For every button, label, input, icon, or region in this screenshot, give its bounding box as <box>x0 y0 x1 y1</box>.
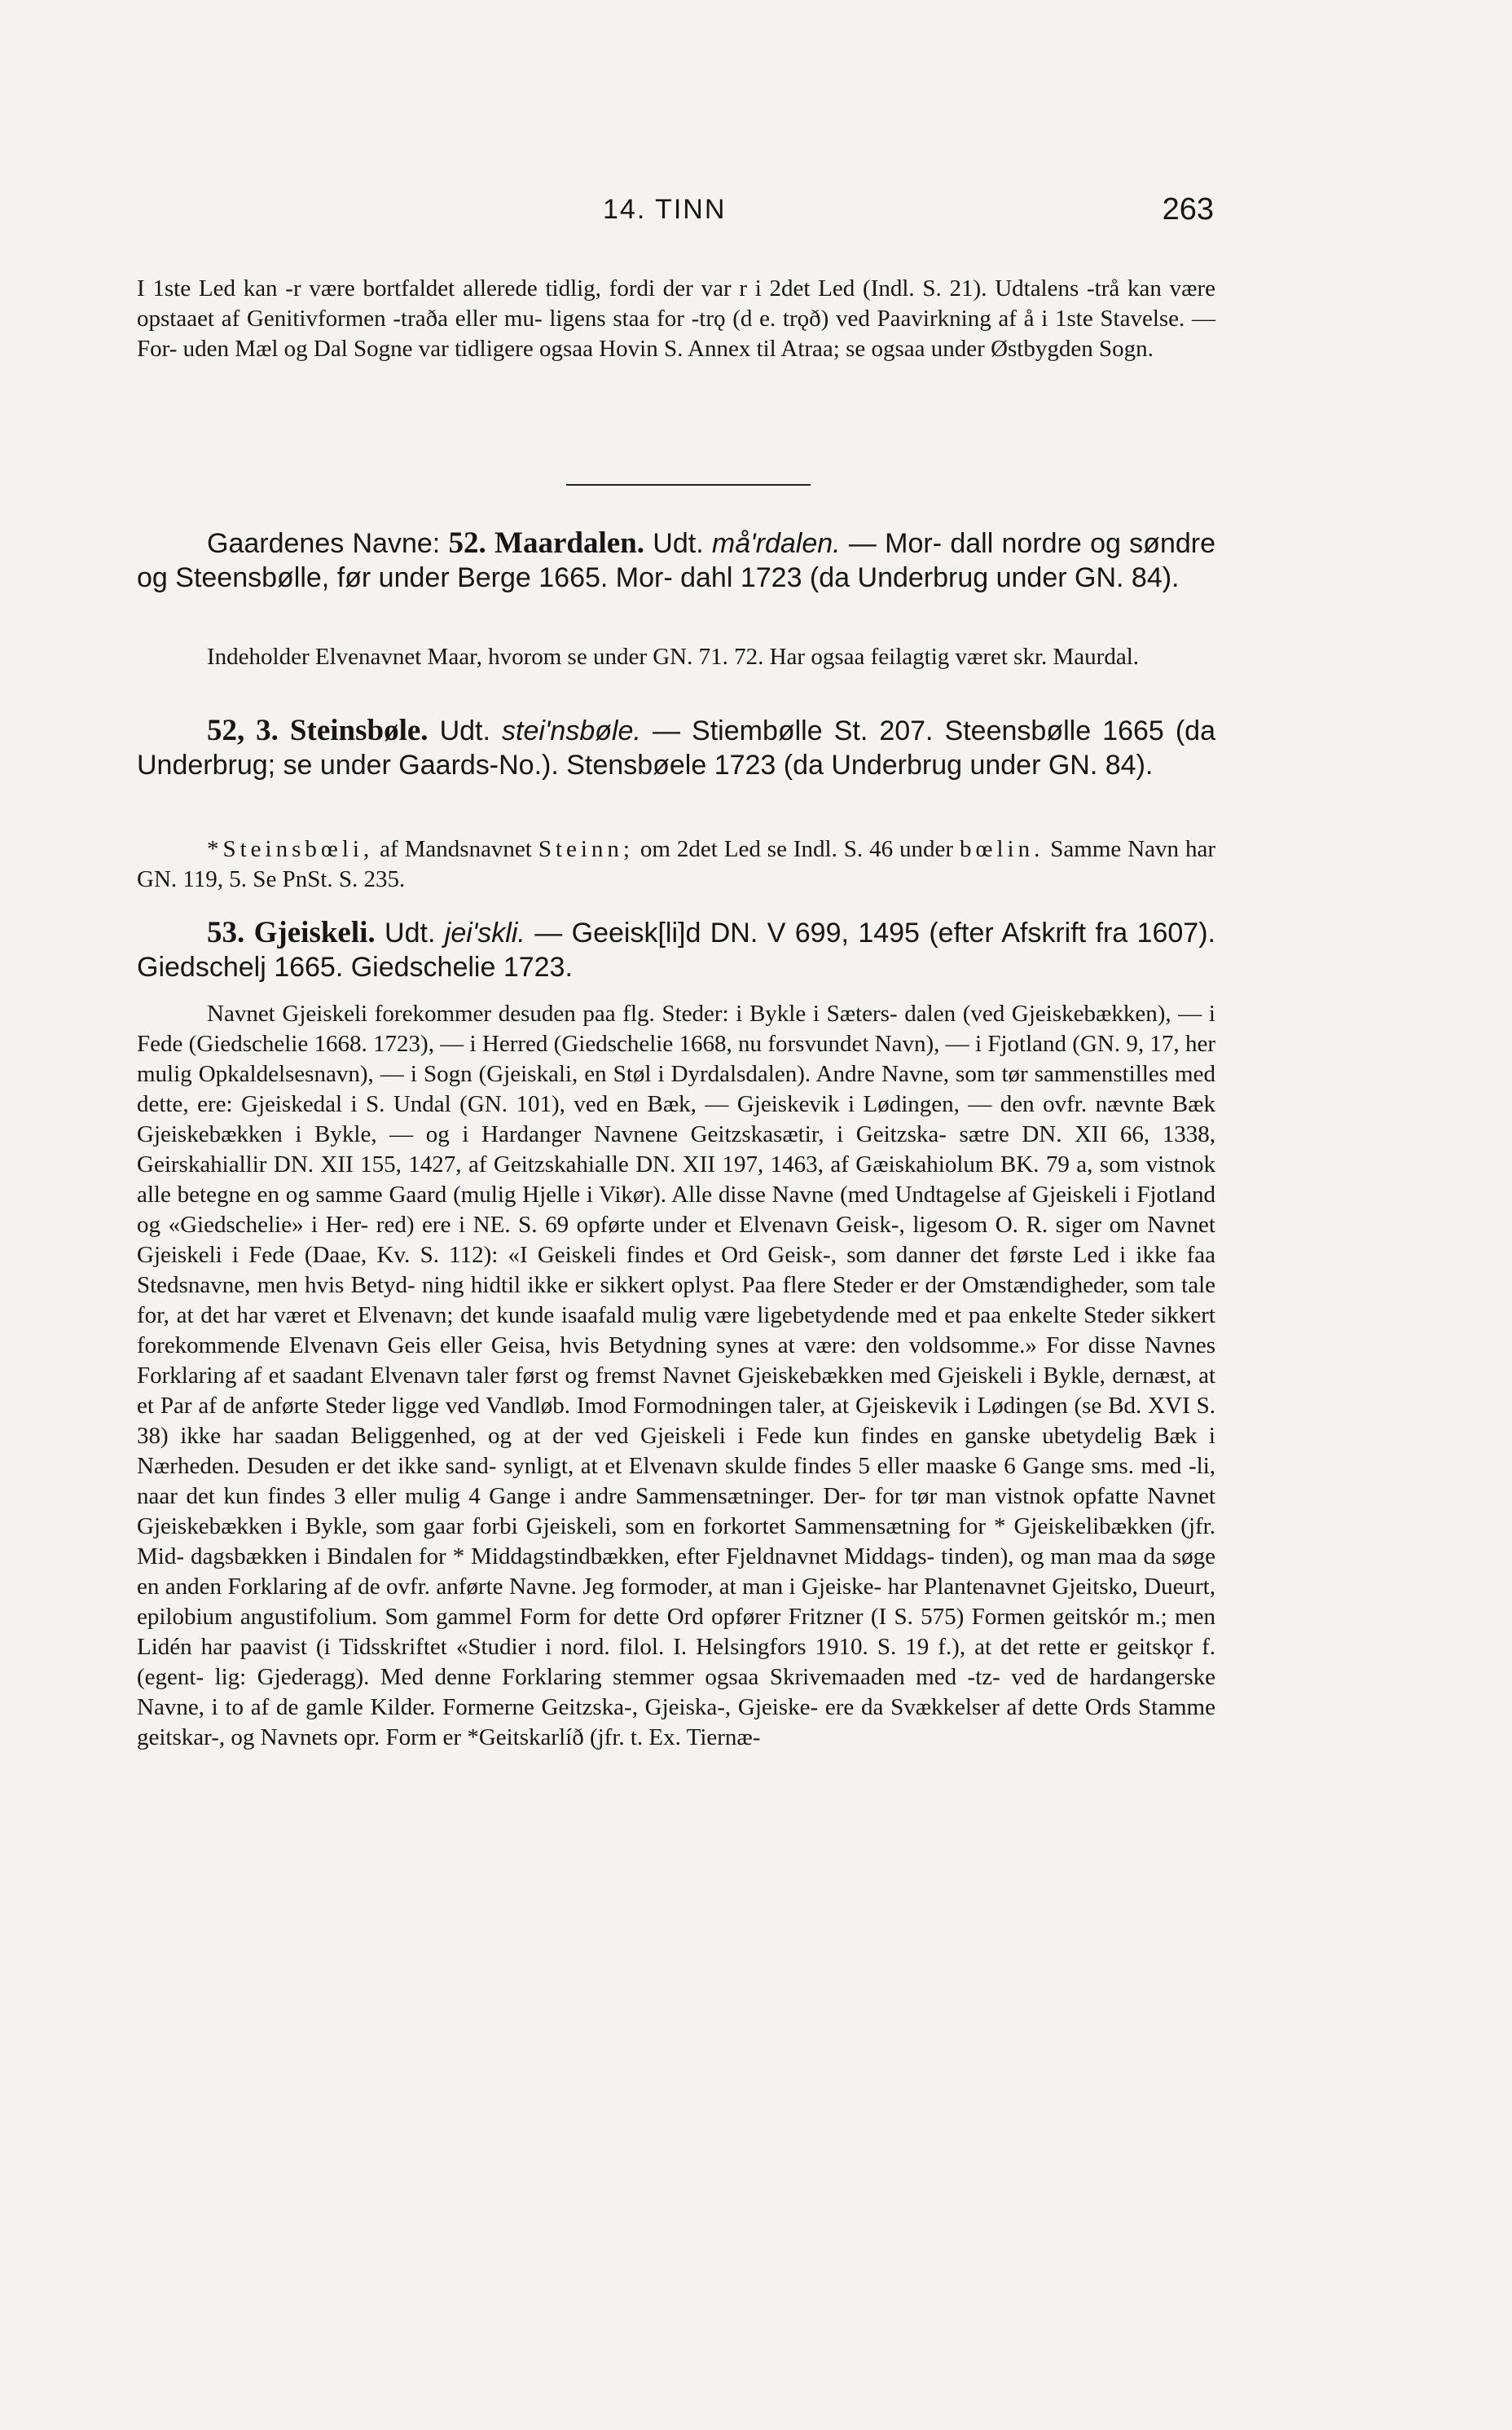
farm-name: Steinsbøle. <box>289 714 429 747</box>
entry-53-note <box>137 999 1215 1753</box>
pronunciation: må'rdalen. <box>711 528 841 559</box>
section-prefix: Gaardenes Navne: <box>207 528 441 559</box>
entry-body: — Stiembølle St. 207. Steensbølle 1665 (da Underbrug; se under Gaards-No.). Stensbøele 1723 (da Underbrug under GN. 84). <box>137 715 1215 781</box>
entry-number: 52, 3. <box>207 714 279 747</box>
farm-name: Maardalen. <box>494 526 644 560</box>
page-number: 263 <box>1162 192 1214 227</box>
farm-name: Gjeiskeli. <box>253 916 376 949</box>
entry-52-3 <box>137 714 1215 782</box>
pronunciation-label: Udt. <box>439 715 490 746</box>
pronunciation-label: Udt. <box>385 918 436 949</box>
note-form: bœlin. <box>960 836 1044 862</box>
entry-52-3-note <box>137 834 1215 895</box>
entry-53 <box>137 916 1215 984</box>
entry-body: — Geeisk[li]d DN. V 699, 1495 (efter Afskrift fra 1607). Giedschelj 1665. Giedschelie 1723. <box>137 918 1215 983</box>
entry-52-note <box>137 642 1215 672</box>
chapter-title: 14. TINN <box>603 194 727 225</box>
entry-52 <box>137 526 1215 595</box>
note-text: af Mandsnavnet <box>380 836 532 862</box>
note-text: Samme Navn har GN. 119, 5. Se PnSt. S. 235. <box>137 836 1215 892</box>
note-text: om 2det Led se Indl. S. 46 under <box>640 836 954 862</box>
entry-note: Navnet Gjeiskeli forekommer desuden paa flg. Steder: i Bykle i Sæters- dalen (ved Gjeiskebækken), — i Fede (Giedschelie 1668. 1723), — i Herred (Giedschelie 1668, nu forsvundet Navn), — i Fjotland (GN. 9, 17, her mulig Opkaldelsesnavn), — i Sogn (Gjeiskali, en Støl i Dyrdalsdalen). Andre Navne, som tør sammenstilles med dette, ere: Gjeiskedal i S. Undal (GN. 101), ved en Bæk, — Gjeiskevik i Lødingen, — den ovfr. nævnte Bæk Gjeiskebækken i Bykle, — og i Hardanger Navnene Geitzskasætir, i Geitzska- sætre DN. XII 66, 1338, Geirskahiallir DN. XII 155, 1427, af Geitzskahialle DN. XII 197, 1463, af Gæiskahiolum BK. 79 a, som vistnok alle betegne en og samme Gaard (mulig Hjelle i Vikør). Alle disse Navne (med Undtagelse af Gjeiskeli i Fjotland og «Giedschelie» i Her- red) ere i NE. S. 69 opførte under et Elvenavn Geisk-, ligesom O. R. siger om Navnet Gjeiskeli i Fede (Daae, Kv. S. 112): «I Geiskeli findes et Ord Geisk-, som danner det første Led i ikke faa Stedsnavne, men hvis Betyd- ning hidtil ikke er sikkert oplyst. Paa flere Steder er der Omstændigheder, som tale for, at det har været et Elvenavn; det kunde isaafald mulig være ligebetydende med et paa enkelte Steder sikkert forekommende Elvenavn Geis eller Geisa, hvis Betydning synes at være: den voldsomme.» For disse Navnes Forklaring af et saadant Elvenavn taler først og fremst Navnet Gjeiskebækken med Gjeiskeli i Bykle, dernæst, at et Par af de anførte Steder ligge ved Vandløb. Imod Formodningen taler, at Gjeiskevik i Lødingen (se Bd. XVI S. 38) ikke har saadan Beliggenhed, og at der ved Gjeiskeli i Fede kun findes en ganske ubetydelig Bæk i Nærheden. Desuden er det ikke sand- synligt, at et Elvenavn skulde findes 5 eller maaske 6 Gange sms. med -li, naar det kun findes 3 eller mulig 4 Gange i andre Sammensætninger. Der- for tør man vistnok opfatte Navnet Gjeiskebækken i Bykle, som gaar forbi Gjeiskeli, som en forkortet Sammensætning for * Gjeiskelibækken (jfr. Mid- dagsbækken i Bindalen for * Middagstindbækken, efter Fjeldnavnet Middags- tinden), og man maa da søge en anden Forklaring af de ovfr. anførte Navne. Jeg formoder, at man i Gjeiske- har Plantenavnet Gjeitsko, Dueurt, epilobium angustifolium. Som gammel Form for dette Ord opfører Fritzner (I S. 575) Formen geitskór m.; men Lidén har paavist (i Tidsskriftet «Studier i nord. filol. I. Helsingfors 1910. S. 19 f.), at det rette er geitskǫr f. (egent- lig: Gjederagg). Med denne Forklaring stemmer ogsaa Skrivemaaden med -tz- ved de hardangerske Navne, i to af de gamle Kilder. Formerne Geitzska-, Gjeiska-, Gjeiske- ere da Svækkelser af dette Ords Stamme geitskar-, og Navnets opr. Form er *Geitskarlíð (jfr. t. Ex. Tiernæ- <box>137 1001 1215 1750</box>
entry-number: 53. <box>207 916 245 949</box>
intro-paragraph: I 1ste Led kan -r være bortfaldet allerede tidlig, fordi der var r i 2det Led (Indl. S. 21). Udtalens -trå kan være opstaaet af Genitivformen -traða eller mu- ligens staa for -trǫ (d e. trǫð) ved Paavirkning af å i 1ste Stavelse. — For- uden Mæl og Dal Sogne var tidligere ogsaa Hovin S. Annex til Atraa; se ogsaa under Østbygden Sogn. <box>137 275 1215 362</box>
entry-body: — Mor- dall nordre og søndre og Steensbølle, før under Berge 1665. Mor- dahl 1723 (da Underbrug under GN. 84). <box>137 528 1215 593</box>
entry-note: Indeholder Elvenavnet Maar, hvorom se under GN. 71. 72. Har ogsaa feilagtig været skr. Maurdal. <box>207 644 1140 670</box>
pronunciation: jei'skli. <box>444 918 525 949</box>
pronunciation-label: Udt. <box>653 528 704 559</box>
note-form: *Steinsbœli, <box>207 836 374 862</box>
section-divider <box>566 484 811 486</box>
note-form: Steinn; <box>538 836 634 862</box>
entry-number: 52. <box>448 526 486 560</box>
running-header <box>138 189 1214 238</box>
pronunciation: stei'nsbøle. <box>502 715 641 746</box>
